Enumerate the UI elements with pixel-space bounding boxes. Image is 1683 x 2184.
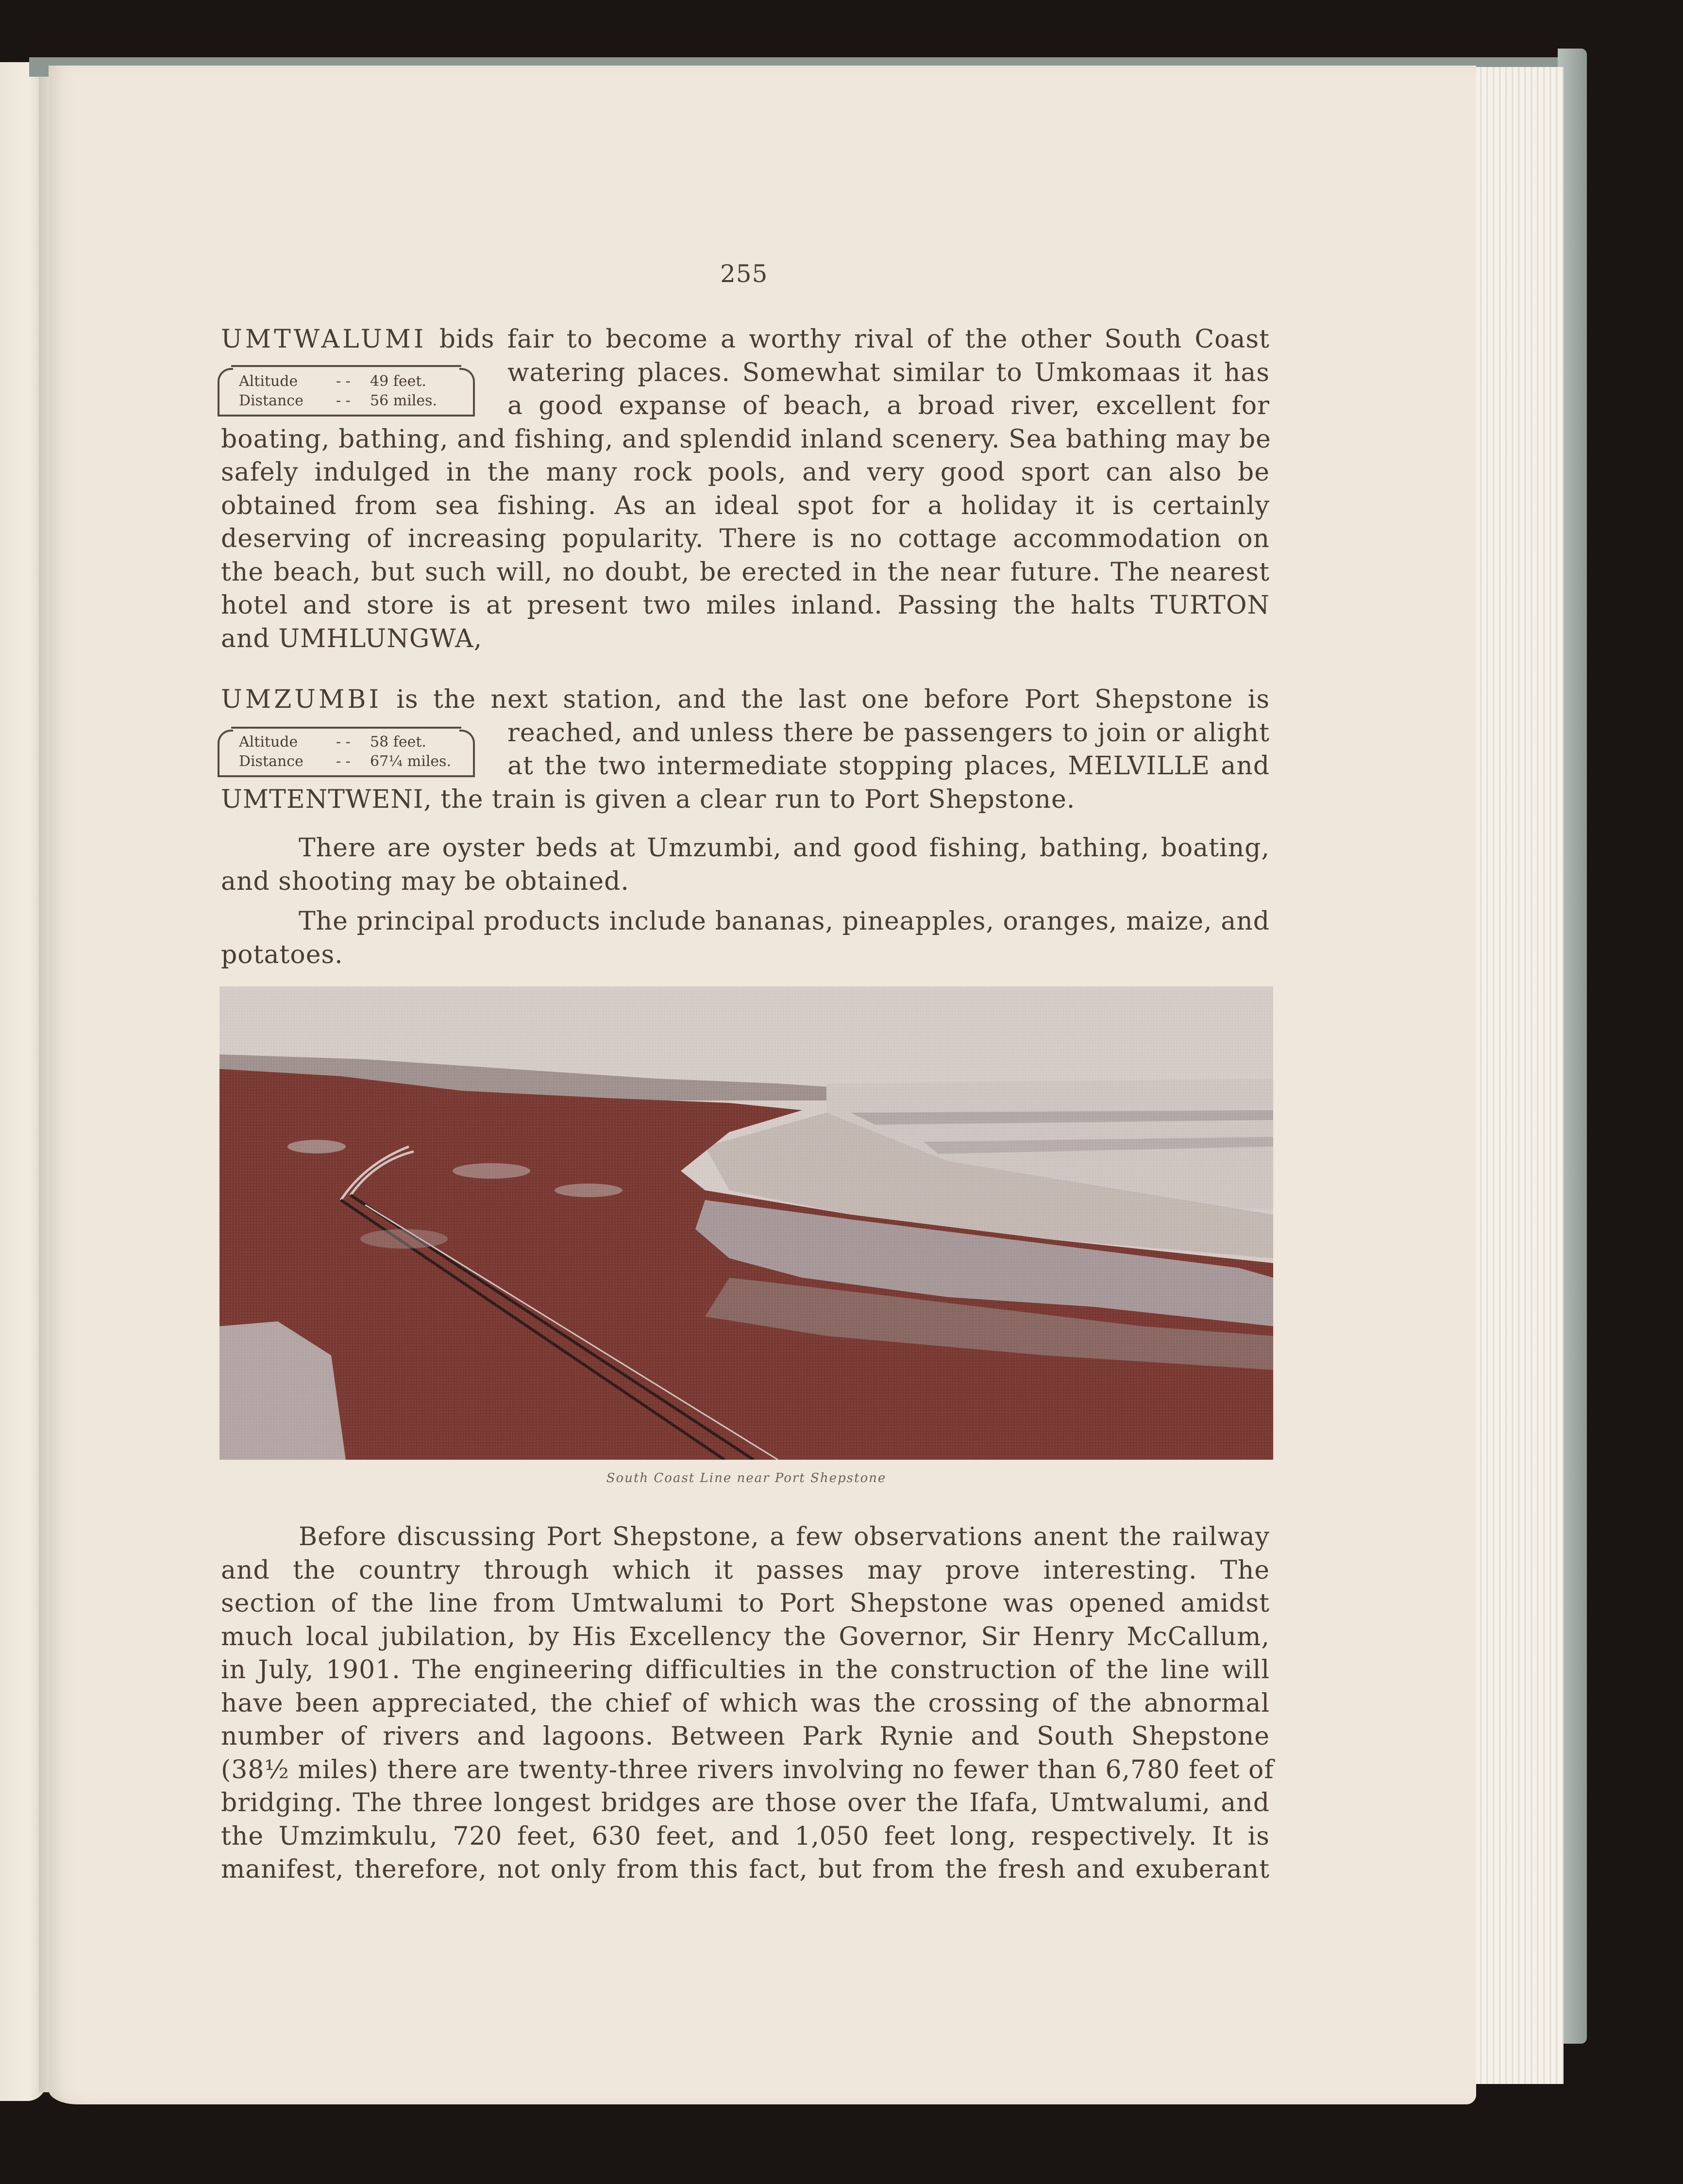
text-line: manifest, therefore, not only from this fact, but from the fresh and exuberant	[221, 1855, 1270, 1884]
distance-row: Distance - - 56 miles.	[239, 392, 438, 409]
paragraph-products	[221, 905, 1270, 971]
text-line: and the country through which it passes may prove interesting. The	[221, 1555, 1270, 1585]
text-line: UMTWALUMI bids fair to become a worthy rival of the other South Coast	[221, 325, 1270, 354]
text-line: a good expanse of beach, a broad river, excellent for	[507, 391, 1270, 420]
info-box-umtwalumi	[218, 365, 475, 417]
text-line: potatoes.	[221, 940, 343, 969]
text-line: Before discussing Port Shepstone, a few observations anent the railway	[299, 1522, 1270, 1551]
text-line: reached, and unless there be passengers to join or alight	[507, 718, 1270, 748]
text-line: There are oyster beds at Umzumbi, and good fishing, bathing, boating,	[299, 834, 1270, 863]
altitude-row: Altitude - - 58 feet.	[239, 734, 426, 750]
paragraph-oyster-beds	[221, 832, 1270, 898]
figure-caption: South Coast Line near Port Shepstone	[606, 1471, 887, 1485]
text-line: much local jubilation, by His Excellency the Governor, Sir Henry McCallum,	[221, 1622, 1270, 1651]
text-line: safely indulged in the many rock pools, and very good sport can also be	[221, 458, 1270, 487]
text-line: have been appreciated, the chief of which was the crossing of the abnormal	[221, 1688, 1270, 1718]
page-number: 255	[720, 260, 768, 288]
text-line: deserving of increasing popularity. There is no cottage accommodation on	[221, 524, 1270, 553]
section-heading: UMZUMBI	[221, 685, 382, 714]
paragraph-railway-observations	[221, 1520, 1274, 1886]
text-line: boating, bathing, and fishing, and splendid inland scenery. Sea bathing may be	[221, 424, 1271, 454]
info-box-umzumbi	[218, 727, 475, 777]
text-line: the Umzimkulu, 720 feet, 630 feet, and 1,050 feet long, respectively. It is	[221, 1821, 1270, 1851]
section-heading: UMTWALUMI	[221, 325, 427, 354]
text-line: in July, 1901. The engineering difficulties in the construction of the line will	[221, 1655, 1270, 1684]
text-line: bridging. The three longest bridges are those over the Ifafa, Umtwalumi, and	[221, 1788, 1270, 1817]
text-line: UMTENTWENI, the train is given a clear run to Port Shepstone.	[221, 784, 1076, 814]
text-line: watering places. Somewhat similar to Umkomaas it has	[507, 358, 1270, 387]
text-line: and UMHLUNGWA,	[221, 624, 483, 653]
text-line: (38½ miles) there are twenty-three rivers involving no fewer than 6,780 feet of	[221, 1755, 1274, 1784]
text-line: and shooting may be obtained.	[221, 867, 629, 896]
text-line: UMZUMBI is the next station, and the last one before Port Shepstone is	[221, 685, 1270, 714]
distance-row: Distance - - 67¼ miles.	[239, 753, 452, 770]
text-line: at the two intermediate stopping places, MELVILLE and	[507, 751, 1270, 781]
text-line: the beach, but such will, no doubt, be erected in the near future. The nearest	[221, 557, 1270, 587]
text-line: obtained from sea fishing. As an ideal spot for a holiday it is certainly	[221, 491, 1270, 520]
text-line: section of the line from Umtwalumi to Port Shepstone was opened amidst	[221, 1589, 1270, 1618]
text-line: number of rivers and lagoons. Between Park Rynie and South Shepstone	[221, 1722, 1270, 1751]
altitude-row: Altitude - - 49 feet.	[239, 373, 426, 390]
photograph-coast-railway	[219, 986, 1273, 1460]
text-line: hotel and store is at present two miles inland. Passing the halts TURTON	[221, 591, 1270, 620]
text-line: The principal products include bananas, pineapples, oranges, maize, and	[299, 907, 1270, 936]
